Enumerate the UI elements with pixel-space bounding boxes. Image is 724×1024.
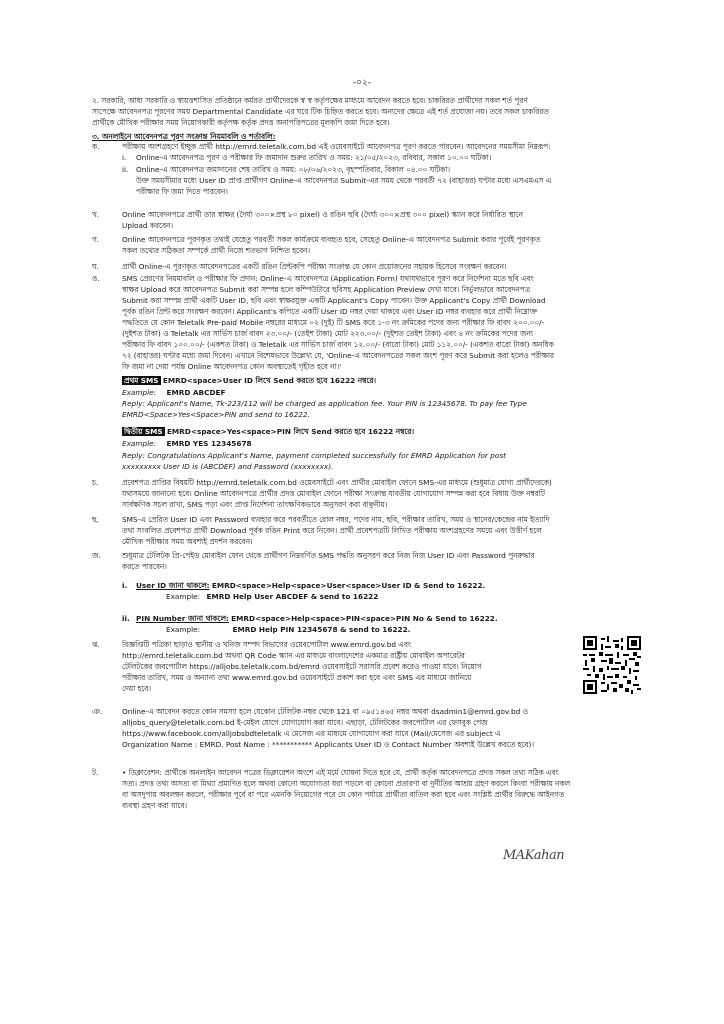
sms1-example: EMRD ABCDEF — [166, 388, 226, 397]
item-marker: ঝ. — [92, 640, 100, 649]
paragraph-line: সাপেক্ষে আবেদনপত্র পূরণের সময় Departmental Candidate এর ঘরে টিক চিহ্নিত করতে হবে। অন্যদের ক্ষেত্রে এই শর্ত প্রযোজ্য নয়। তবে সকল চাকরিরত — [92, 107, 549, 116]
sms1-label: প্রথম SMS — [124, 376, 159, 385]
recover-user-row — [136, 581, 485, 591]
recover-pin-example-label: Example: — [166, 625, 201, 634]
recover-pin-example: EMRD Help PIN 12345678 & send to 16222. — [232, 625, 411, 634]
paragraph-line: http://emrd.teletalk.com.bd অথবা QR Code স্ক্যান এর মাধ্যমে বাংলাদেশের একমাত্র রাষ্ট্রীয় মোবাইল অপারেটর — [122, 651, 465, 660]
paragraph-line: বিজ্ঞপ্তিটি পত্রিকা ছাড়াও স্থানীয় ও খনিজ সম্পদ বিভাগের ওয়েবপোর্টাল www.emrd.gov.bd এবং — [122, 640, 412, 649]
item-marker: ঞ. — [92, 707, 103, 716]
paragraph-line: স্বাক্ষর Upload করে আবেদনপত্র Submit করা সম্পন্ন হলে কম্পিউটারে ছবিসহ Application Preview দেখা যাবে। নির্ভুলভাবে আবেদনপত্র — [122, 285, 530, 294]
paragraph-line: SMS-এ প্রেরিত User ID এবং Password ব্যবহার করে পরবর্তীতে রোল নম্বর, পদের নাম, ছবি, পরীক্ষার তারিখ, সময় ও স্থানের/কেন্দ্রের নাম ইত্যাদি — [122, 515, 550, 524]
paragraph-line: যথাসময়ে জানানো হবে। Online আবেদনপত্রে প্রার্থীর প্রদত্ত মোবাইল ফোনে পরীক্ষা সংক্রান্ত যাবতীয় যোগাযোগ সম্পন্ন করা হবে বিধায় উক্ত নম্বরটি — [122, 489, 545, 498]
sms1-instruction: EMRD<space>User ID লিখে Send করতে হবে 16222 নম্বরে। — [162, 376, 376, 385]
sms2-reply: Reply: Congratulations Applicant's Name, payment completed successfully for EMRD Application for post — [122, 451, 507, 460]
item-marker: খ. — [92, 210, 100, 219]
paragraph-line: পরীক্ষার ফি জমা দিতে পারবেন। — [136, 187, 228, 196]
paragraph-line: Online আবেদনপত্রে পূরণকৃত তথ্যই যেহেতু পরবর্তী সকল কার্যক্রমে ব্যবহৃত হবে, সেহেতু Online-এ আবেদনপত্র Submit করার পূর্বেই পূরণকৃত — [122, 235, 541, 244]
page-number: -০২- — [352, 78, 372, 88]
paragraph-line: উক্ত সময়সীমার মধ্যে User ID প্রাপ্ত প্রার্থীগণ Online-এ আবেদনপত্র Submit-এর সময় থেকে পরবর্তী ৭২ (বাহাত্তর) ঘণ্টার মধ্যে এসএমএস এ — [136, 176, 552, 185]
item-marker: গ. — [92, 235, 100, 244]
paragraph-line: https://www.facebook.com/alljobsbdteletalk এ মেসেজ এর মাধ্যমে যোগাযোগ করা যাবে (Mail/মেসেজ এর subject এ — [122, 729, 501, 738]
sms2-label: দ্বিতীয় SMS — [124, 427, 163, 436]
paragraph-line: ব্যবস্থা গ্রহণ করা যাবে। — [122, 801, 188, 810]
recover-pin-row — [136, 614, 498, 624]
sms2-block — [122, 427, 414, 437]
paragraph-line: SMS প্রেরণের নিয়মাবলি ও পরীক্ষার ফি প্রদান: Online-এ আবেদনপত্র (Application Form) যথাযথভাবে পূরণ করে নির্দেশনা মতে ছবি এবং — [122, 274, 534, 283]
paragraph-line: টেলিটকের জবপোর্টাল https://alljobs.teletalk.com.bd/emrd ওয়েবসাইটে সরাসরি প্রবেশ করেও পাওয়া যাবে। নিয়োগ — [122, 662, 482, 671]
paragraph-line: প্রার্থী Online-এ পূরণকৃত আবেদনপত্রের একটি রঙিন প্রিন্টকপি পরীক্ষা সংক্রান্ত যে কোন প্রয়োজনের সহায়ক হিসেবে সংরক্ষণ করবেন। — [122, 262, 507, 271]
item-marker: ঘ. — [92, 262, 99, 271]
recover-marker: ii. — [122, 614, 130, 623]
sms1-reply: Reply: Applicant's Name, Tk-223/112 will be charged as application fee. Your PIN is 12345678. To pay fee Type — [122, 399, 527, 408]
paragraph-line: পরীক্ষার তারিখ, সময় ও অন্যান্য তথ্য www.emrd.gov.bd ওয়েবসাইটে প্রকাশ করা হবে এবং SMS এর মাধ্যমে জানিয়ে — [122, 673, 472, 682]
recover-pin-example-row — [166, 625, 410, 635]
paragraph-line: মৌখিক পরীক্ষার সময় অবশ্যই প্রদর্শন করবেন। — [122, 537, 253, 546]
paragraph-line: Submit করা সম্পন্ন প্রার্থী একটি User ID, ছবি এবং স্বাক্ষরযুক্ত একটি Applicant's Copy পাবেন। উক্ত Applicant's Copy প্রার্থী Download — [122, 296, 546, 305]
recover-user-example: EMRD Help User ABCDEF & send to 16222 — [206, 592, 379, 601]
paragraph-line: প্রবেশপত্র প্রাপ্তির বিষয়টি http://emrd.teletalk.com.bd ওয়েবসাইটে এবং প্রার্থীর মোবাইল ফোনে SMS-এর মাধ্যমে (শুধুমাত্র যোগ্য প্রার্থীদেরকে) — [122, 478, 552, 487]
paragraph-line: সকল তথ্যের সঠিকতা সম্পর্কে প্রার্থী নিজে শতভাগ নিশ্চিত হবেন। — [122, 246, 310, 255]
sms2-reply: xxxxxxxxx User ID is (ABCDEF) and Password (xxxxxxxx). — [122, 462, 334, 471]
sms2-example: EMRD YES 12345678 — [166, 439, 252, 448]
paragraph-line: Online-এ আবেদন করতে কোন সমস্যা হলে যেকোন টেলিটক নম্বর থেকে 121 বা ০৯৫১৪৬৫ নম্বর অথবা dsadmin1@emrd.gov.bd ও — [122, 707, 528, 716]
paragraph-line: করতে পারবেন। — [122, 562, 167, 571]
paragraph-line: (দুইশত টাকা) ও Teletalk এর সার্ভিস চার্জ বাবদ ২৩.০০/- (তেইশ টাকা) মোট ২২৩.০০/- (দুইশত তেইশ টাকা) এবং ৪ নং ক্রমিকের পদের জন্য — [122, 329, 533, 338]
paragraph-line: • ডিক্লারেশন: প্রার্থীকে অনলাইন আবেদন পত্রের ডিক্লারেশন অংশে এই মর্মে ঘোষনা দিতে হবে যে, প্রার্থী কর্তৃক আবেদনপত্রে প্রদত্ত সকল তথ্য সঠিক এবং — [122, 768, 559, 777]
sms2-instruction: EMRD<space>Yes<space>PIN লিখে Send করতে হবে 16222 নম্বরে। — [166, 427, 414, 436]
sms1-example-label: Example: — [122, 388, 157, 397]
paragraph-line: alljobs_query@teletalk.com.bd ই-মেইল যোগে যোগাযোগ করা যাবে। এছাড়া, টেলিটকের জবপোর্টাল এর ফেসবুক পেজ — [122, 718, 488, 727]
recover-user-label: User ID জানা থাকলে: — [136, 581, 210, 590]
sms2-example-row — [122, 439, 252, 449]
item-marker: ছ. — [92, 515, 99, 524]
sms1-block — [122, 376, 376, 386]
paragraph-line: Organization Name : EMRD. Post Name : *********** Applicants User ID ও Contact Number অবশ্যই উল্লেখ করতে হবে)। — [122, 740, 534, 749]
sms2-example-label: Example: — [122, 439, 157, 448]
recover-user-cmd: EMRD<space>Help<space>User<space>User ID & Send to 16222. — [211, 581, 486, 590]
paragraph-line: দেয়া হবে। — [122, 684, 151, 693]
paragraph-line: Online আবেদনপত্রে প্রার্থী তার স্বাক্ষর (দৈর্ঘ্য ৩০০×প্রস্থ ৮০ pixel) ও রঙিন ছবি (দৈর্ঘ্য ৩০০×প্রস্থ ৩০০ pixel) স্ক্যান করে নির্ধারিত স্থানে — [122, 210, 523, 219]
paragraph-line: শুধুমাত্র টেলিটক প্রি-পেইড মোবাইল ফোন থেকে প্রার্থীগণ নিম্নবর্ণিত SMS পদ্ধতি অনুসরণ করে নিজ নিজ User ID এবং Password পুনরুদ্ধার — [122, 551, 535, 560]
recover-marker: i. — [122, 581, 128, 590]
paragraph-line: Online-এ আবেদনপত্র পূরণ ও পরীক্ষার ফি জমাদান শুরুর তারিখ ও সময়: ২১/০৫/২০২৩, রবিবার, সকাল ১০.০০ ঘটিকা। — [136, 153, 492, 162]
sms1-example-row — [122, 388, 226, 398]
item-marker: ট. — [92, 768, 99, 777]
paragraph-line: সার্বক্ষণিক সচল রাখা, SMS পড়া এবং প্রাপ্ত নির্দেশনা তাৎক্ষণিকভাবে অনুসরণ করা বাঞ্ছনীয়। — [122, 500, 388, 509]
signature: MAKahan — [503, 848, 565, 863]
item-marker: i. — [122, 153, 127, 162]
item-marker: ক. — [92, 142, 100, 151]
paragraph-line: ৭২ (বাহাত্তর) ঘণ্টার মধ্যে জমা দিবেন। এখানে বিশেষভাবে উল্লেখ্য যে, 'Online-এ আবেদনপত্রের সকল অংশ পূরণ করে Submit করা হলেও পরীক্ষার — [122, 351, 555, 360]
recover-user-example-label: Example: — [166, 592, 201, 601]
paragraph-line: পরীক্ষার ফি বাবদ ১০০.০০/- (একশত টাকা) ও Teletalk এর সার্ভিস চার্জ বাবদ ১২.০০/- (বারো টাকা) মোট ১১২.০০/- (একশত বারো টাকা) অনধিক — [122, 340, 554, 349]
paragraph-line: ২. সরকারি, আধা সরকারি ও স্বায়ত্তশাসিত প্রতিষ্ঠানে কর্মরত প্রার্থীদেরকে স্ব স্ব কর্তৃপক্ষের মাধ্যমে আবেদন করতে হবে। চাকরিরত প্রার্থীদের সকল শর্ত পূরণ — [92, 96, 528, 105]
paragraph-line: ফি জমা না দেয়া পর্যন্ত Online আবেদনপত্র কোন অবস্থাতেই গৃহীত হবে না।' — [122, 362, 342, 371]
paragraph-line: পদ্ধতিতে যে কোন Teletalk Pre-paid Mobile নম্বরের মাধ্যমে ০২ (দুই) টি SMS করে ১-৩ নং ক্রমিকের পদের জন্য পরীক্ষার ফি বাবদ ২০০.০০/- — [122, 318, 545, 327]
paragraph-line: তথ্য সংবলিত প্রবেশপত্র প্রার্থী Download পূর্বক রঙিন Print করে নিবেন। প্রার্থী প্রবেশপত্রটি লিখিত পরীক্ষায় অংশগ্রহণের সময়ে এবং উত্তীর্ণ হলে — [122, 526, 542, 535]
recover-pin-cmd: EMRD<space>Help<space>PIN<space>PIN No & Send to 16222. — [231, 614, 498, 623]
paragraph-line: পরীক্ষায় অংশগ্রহণে ইচ্ছুক প্রার্থী http://emrd.teletalk.com.bd এই ওয়েবসাইটে আবেদনপত্র পূরণ করতে পারবেন। আবেদনের সময়সীমা নিম্নরূপ: — [122, 142, 551, 151]
paragraph-line: Upload করবেন। — [122, 221, 173, 230]
item-marker: চ. — [92, 478, 99, 487]
sms1-reply: EMRD<Space>Yes<Space>PIN and send to 16222. — [122, 410, 310, 419]
item-marker: ঙ. — [92, 274, 100, 283]
paragraph-line: প্রার্থীকে মৌখিক পরীক্ষার সময় নিয়োগকারী কর্তৃপক্ষ কর্তৃক প্রদত্ত অনাপত্তিপত্রের মূলকপি জমা দিতে হবে। — [92, 118, 390, 127]
item-marker: জ. — [92, 551, 101, 560]
item-marker: ii. — [122, 165, 129, 174]
qr-code-icon[interactable] — [583, 636, 641, 694]
recover-pin-label: PIN Number জানা থাকলে: — [136, 614, 229, 623]
paragraph-line: বা অসদুপায় অবলম্বন করলে, পরীক্ষার পূর্বে বা পরে এমনকি নিয়োগের পরে যে কোন পর্যায়ে প্রার্থীতা বাতিল করা হবে এবং সংশ্লিষ্ট প্রার্থীর বিরুদ্ধে আইনগত — [122, 790, 565, 799]
paragraph-line: সত্য। প্রদত্ত তথ্য অসত্য বা মিথ্যা প্রমাণিত হলে অথবা কোনো অযোগ্যতা ধরা পড়লে বা কোনো প্রতারণা বা দুর্নীতির আশ্রয় গ্রহণ করলে কিংবা পরীক্ষায় নকল — [122, 779, 571, 788]
section-heading: ৩. অনলাইনে আবেদনপত্র পূরণ সংক্রান্ত নিয়মাবলি ও শর্তাবলি: — [92, 132, 276, 141]
paragraph-line: পূর্বক রঙিন প্রিন্ট করে সংরক্ষণ করবেন। Applicant's কপিতে একটি User ID নম্বর দেয়া থাকবে এবং User ID নম্বর ব্যবহার করে প্রার্থী নিম্নোক্ত — [122, 307, 537, 316]
paragraph-line: Online-এ আবেদনপত্র জমাদানের শেষ তারিখ ও সময়: ০৮/০৬/২০২৩, বৃহস্পতিবার, বিকাল ০৪.০০ ঘটিকা। — [136, 165, 450, 174]
recover-user-example-row — [166, 592, 378, 602]
